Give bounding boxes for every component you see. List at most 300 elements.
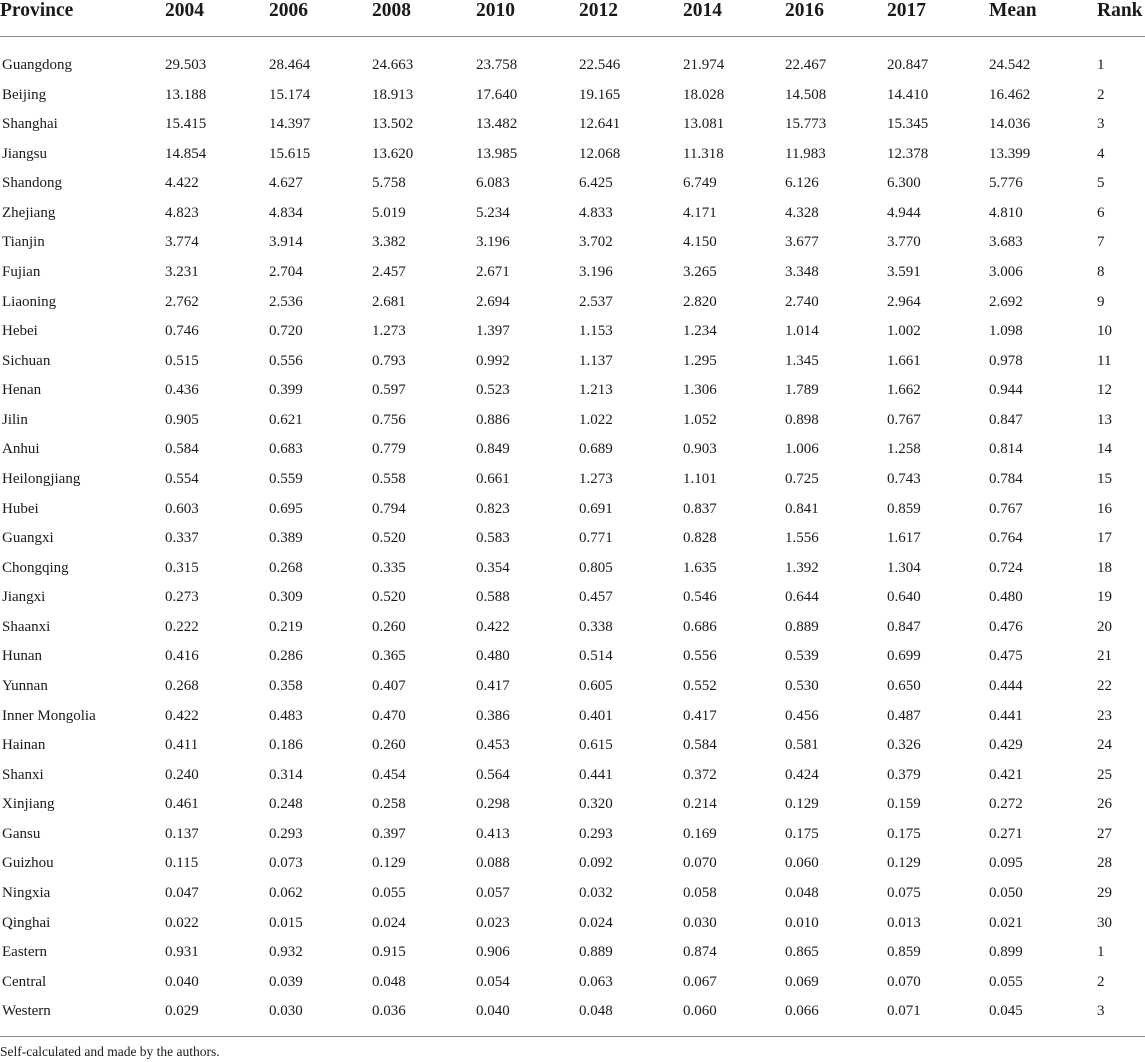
table-bottom-rule (0, 1036, 1145, 1037)
value-cell: 0.944 (989, 382, 1023, 399)
value-cell: 1.306 (683, 382, 717, 399)
table-row (0, 824, 1145, 854)
value-cell: 0.070 (683, 855, 717, 872)
value-cell: 0.584 (683, 737, 717, 754)
value-cell: 0.436 (165, 382, 199, 399)
value-cell: 2.694 (476, 293, 510, 310)
value-cell: 2.536 (269, 293, 303, 310)
column-header: Province (0, 0, 74, 21)
value-cell: 0.071 (887, 1003, 921, 1020)
value-cell: 13.502 (372, 116, 414, 133)
value-cell: 0.407 (372, 677, 406, 694)
value-cell: 1.662 (887, 382, 921, 399)
rank-cell: 3 (1097, 1003, 1105, 1020)
value-cell: 0.060 (785, 855, 819, 872)
value-cell: 0.023 (476, 914, 510, 931)
value-cell: 0.429 (989, 737, 1023, 754)
value-cell: 0.417 (476, 677, 510, 694)
value-cell: 0.699 (887, 648, 921, 665)
value-cell: 14.854 (165, 145, 207, 162)
value-cell: 0.214 (683, 796, 717, 813)
value-cell: 0.260 (372, 737, 406, 754)
value-cell: 0.487 (887, 707, 921, 724)
table-row (0, 676, 1145, 706)
table-row (0, 351, 1145, 381)
value-cell: 0.906 (476, 944, 510, 961)
province-cell: Jiangsu (2, 145, 47, 162)
table-row (0, 558, 1145, 588)
value-cell: 0.621 (269, 411, 303, 428)
value-cell: 0.767 (989, 500, 1023, 517)
value-cell: 0.030 (683, 914, 717, 931)
value-cell: 3.196 (579, 263, 613, 280)
value-cell: 20.847 (887, 57, 929, 73)
value-cell: 3.677 (785, 234, 819, 251)
value-cell: 2.762 (165, 293, 199, 310)
province-cell: Fujian (2, 263, 41, 280)
value-cell: 0.422 (476, 618, 510, 635)
value-cell: 0.552 (683, 677, 717, 694)
table-row (0, 1001, 1145, 1031)
value-cell: 1.002 (887, 323, 921, 340)
value-cell: 0.024 (579, 914, 613, 931)
value-cell: 0.793 (372, 352, 406, 369)
value-cell: 0.828 (683, 530, 717, 547)
value-cell: 2.457 (372, 263, 406, 280)
value-cell: 0.115 (165, 855, 199, 872)
value-cell: 0.483 (269, 707, 303, 724)
column-header: 2006 (269, 0, 308, 21)
value-cell: 14.508 (785, 86, 827, 103)
value-cell: 0.695 (269, 500, 303, 517)
value-cell: 0.010 (785, 914, 819, 931)
value-cell: 0.583 (476, 530, 510, 547)
rank-cell: 5 (1097, 175, 1105, 192)
value-cell: 0.095 (989, 855, 1023, 872)
value-cell: 0.021 (989, 914, 1023, 931)
value-cell: 0.514 (579, 648, 613, 665)
value-cell: 0.260 (372, 618, 406, 635)
value-cell: 0.015 (269, 914, 303, 931)
province-cell: Shaanxi (2, 618, 51, 635)
value-cell: 4.328 (785, 204, 819, 221)
value-cell: 0.268 (269, 559, 303, 576)
rank-cell: 19 (1097, 589, 1112, 606)
value-cell: 15.615 (269, 145, 311, 162)
province-cell: Liaoning (2, 293, 57, 310)
value-cell: 0.530 (785, 677, 819, 694)
value-cell: 13.985 (476, 145, 518, 162)
value-cell: 0.683 (269, 441, 303, 458)
value-cell: 0.379 (887, 766, 921, 783)
value-cell: 0.320 (579, 796, 613, 813)
province-cell: Jiangxi (2, 589, 46, 606)
value-cell: 4.823 (165, 204, 199, 221)
value-cell: 0.584 (165, 441, 199, 458)
column-header: Mean (989, 0, 1037, 21)
value-cell: 0.556 (269, 352, 303, 369)
value-cell: 2.671 (476, 263, 510, 280)
rank-cell: 7 (1097, 234, 1105, 251)
value-cell: 0.129 (887, 855, 921, 872)
value-cell: 0.048 (785, 884, 819, 901)
value-cell: 0.784 (989, 470, 1023, 487)
province-cell: Hebei (2, 323, 38, 340)
value-cell: 0.886 (476, 411, 510, 428)
rank-cell: 26 (1097, 796, 1112, 813)
value-cell: 1.022 (579, 411, 613, 428)
value-cell: 0.069 (785, 973, 819, 990)
value-cell: 0.889 (579, 944, 613, 961)
province-cell: Tianjin (2, 234, 45, 251)
province-cell: Eastern (2, 944, 47, 961)
value-cell: 0.823 (476, 500, 510, 517)
value-cell: 0.047 (165, 884, 199, 901)
table-row (0, 380, 1145, 410)
value-cell: 0.416 (165, 648, 199, 665)
value-cell: 0.865 (785, 944, 819, 961)
value-cell: 0.453 (476, 737, 510, 754)
value-cell: 6.126 (785, 175, 819, 192)
value-cell: 2.537 (579, 293, 613, 310)
value-cell: 0.794 (372, 500, 406, 517)
value-cell: 17.640 (476, 86, 518, 103)
value-cell: 0.045 (989, 1003, 1023, 1020)
province-cell: Anhui (2, 441, 40, 458)
value-cell: 0.515 (165, 352, 199, 369)
value-cell: 3.591 (887, 263, 921, 280)
province-cell: Zhejiang (2, 204, 56, 221)
value-cell: 4.422 (165, 175, 199, 192)
rank-cell: 21 (1097, 648, 1112, 665)
value-cell: 0.063 (579, 973, 613, 990)
table-row (0, 587, 1145, 617)
rank-cell: 2 (1097, 86, 1105, 103)
value-cell: 0.905 (165, 411, 199, 428)
province-cell: Shanghai (2, 116, 58, 133)
value-cell: 1.098 (989, 323, 1023, 340)
value-cell: 0.129 (372, 855, 406, 872)
table-row (0, 706, 1145, 736)
value-cell: 0.931 (165, 944, 199, 961)
value-cell: 5.776 (989, 175, 1023, 192)
value-cell: 0.040 (165, 973, 199, 990)
value-cell: 0.055 (989, 973, 1023, 990)
rank-cell: 27 (1097, 825, 1112, 842)
value-cell: 0.066 (785, 1003, 819, 1020)
value-cell: 3.774 (165, 234, 199, 251)
value-cell: 0.397 (372, 825, 406, 842)
value-cell: 0.036 (372, 1003, 406, 1020)
value-cell: 0.159 (887, 796, 921, 813)
rank-cell: 1 (1097, 944, 1105, 961)
table-row (0, 794, 1145, 824)
value-cell: 0.040 (476, 1003, 510, 1020)
value-cell: 0.314 (269, 766, 303, 783)
column-header: 2016 (785, 0, 824, 21)
value-cell: 0.413 (476, 825, 510, 842)
province-cell: Chongqing (2, 559, 69, 576)
rank-cell: 23 (1097, 707, 1112, 724)
province-cell: Henan (2, 382, 42, 399)
value-cell: 19.165 (579, 86, 621, 103)
table-row (0, 646, 1145, 676)
rank-cell: 30 (1097, 914, 1112, 931)
table-row (0, 528, 1145, 558)
value-cell: 1.304 (887, 559, 921, 576)
value-cell: 0.048 (579, 1003, 613, 1020)
value-cell: 1.137 (579, 352, 613, 369)
value-cell: 0.691 (579, 500, 613, 517)
value-cell: 0.338 (579, 618, 613, 635)
table-row (0, 55, 1145, 85)
value-cell: 0.764 (989, 530, 1023, 547)
rank-cell: 28 (1097, 855, 1112, 872)
value-cell: 4.834 (269, 204, 303, 221)
value-cell: 0.326 (887, 737, 921, 754)
value-cell: 0.743 (887, 470, 921, 487)
value-cell: 1.213 (579, 382, 613, 399)
value-cell: 0.859 (887, 944, 921, 961)
rank-cell: 10 (1097, 323, 1112, 340)
value-cell: 13.188 (165, 86, 207, 103)
table-row (0, 765, 1145, 795)
province-cell: Qinghai (2, 914, 51, 931)
table-row (0, 499, 1145, 529)
value-cell: 28.464 (269, 57, 311, 73)
table-footnote: Self-calculated and made by the authors. (0, 1044, 220, 1059)
value-cell: 0.029 (165, 1003, 199, 1020)
value-cell: 12.378 (887, 145, 929, 162)
value-cell: 0.219 (269, 618, 303, 635)
column-header: 2008 (372, 0, 411, 21)
value-cell: 0.169 (683, 825, 717, 842)
province-cell: Guangdong (2, 57, 72, 73)
value-cell: 0.724 (989, 559, 1023, 576)
province-cell: Central (2, 973, 47, 990)
value-cell: 2.740 (785, 293, 819, 310)
value-cell: 0.417 (683, 707, 717, 724)
value-cell: 0.062 (269, 884, 303, 901)
value-cell: 18.913 (372, 86, 414, 103)
value-cell: 0.644 (785, 589, 819, 606)
value-cell: 0.454 (372, 766, 406, 783)
value-cell: 6.083 (476, 175, 510, 192)
table-row (0, 735, 1145, 765)
table-row (0, 439, 1145, 469)
value-cell: 0.293 (269, 825, 303, 842)
value-cell: 5.758 (372, 175, 406, 192)
value-cell: 0.298 (476, 796, 510, 813)
value-cell: 4.150 (683, 234, 717, 251)
value-cell: 11.983 (785, 145, 826, 162)
value-cell: 0.315 (165, 559, 199, 576)
value-cell: 0.915 (372, 944, 406, 961)
value-cell: 1.617 (887, 530, 921, 547)
value-cell: 13.081 (683, 116, 725, 133)
province-cell: Hunan (2, 648, 42, 665)
rank-cell: 25 (1097, 766, 1112, 783)
value-cell: 0.554 (165, 470, 199, 487)
value-cell: 0.720 (269, 323, 303, 340)
table-row (0, 173, 1145, 203)
province-cell: Ningxia (2, 884, 51, 901)
rank-cell: 18 (1097, 559, 1112, 576)
value-cell: 0.814 (989, 441, 1023, 458)
value-cell: 0.539 (785, 648, 819, 665)
value-cell: 0.273 (165, 589, 199, 606)
value-cell: 0.581 (785, 737, 819, 754)
table-row (0, 203, 1145, 233)
column-header: 2010 (476, 0, 515, 21)
value-cell: 1.397 (476, 323, 510, 340)
value-cell: 1.392 (785, 559, 819, 576)
value-cell: 0.354 (476, 559, 510, 576)
rank-cell: 13 (1097, 411, 1112, 428)
value-cell: 0.048 (372, 973, 406, 990)
value-cell: 0.588 (476, 589, 510, 606)
value-cell: 1.006 (785, 441, 819, 458)
province-cell: Guangxi (2, 530, 54, 547)
value-cell: 0.054 (476, 973, 510, 990)
value-cell: 0.520 (372, 589, 406, 606)
value-cell: 0.075 (887, 884, 921, 901)
province-cell: Beijing (2, 86, 47, 103)
value-cell: 0.615 (579, 737, 613, 754)
value-cell: 13.399 (989, 145, 1031, 162)
value-cell: 0.060 (683, 1003, 717, 1020)
value-cell: 0.874 (683, 944, 717, 961)
table-row (0, 883, 1145, 913)
value-cell: 3.196 (476, 234, 510, 251)
value-cell: 3.914 (269, 234, 303, 251)
value-cell: 13.620 (372, 145, 414, 162)
value-cell: 0.058 (683, 884, 717, 901)
value-cell: 0.271 (989, 825, 1023, 842)
value-cell: 0.022 (165, 914, 199, 931)
value-cell: 0.837 (683, 500, 717, 517)
province-cell: Jilin (2, 411, 28, 428)
value-cell: 0.365 (372, 648, 406, 665)
value-cell: 1.295 (683, 352, 717, 369)
value-cell: 0.039 (269, 973, 303, 990)
province-cell: Inner Mongolia (2, 707, 96, 724)
value-cell: 0.480 (476, 648, 510, 665)
value-cell: 0.650 (887, 677, 921, 694)
value-cell: 0.399 (269, 382, 303, 399)
value-cell: 0.309 (269, 589, 303, 606)
value-cell: 0.597 (372, 382, 406, 399)
value-cell: 0.520 (372, 530, 406, 547)
value-cell: 2.820 (683, 293, 717, 310)
value-cell: 4.944 (887, 204, 921, 221)
rank-cell: 14 (1097, 441, 1112, 458)
value-cell: 3.702 (579, 234, 613, 251)
table-row (0, 262, 1145, 292)
rank-cell: 4 (1097, 145, 1105, 162)
value-cell: 2.704 (269, 263, 303, 280)
province-cell: Yunnan (2, 677, 48, 694)
value-cell: 4.810 (989, 204, 1023, 221)
value-cell: 0.903 (683, 441, 717, 458)
value-cell: 5.234 (476, 204, 510, 221)
value-cell: 0.661 (476, 470, 510, 487)
province-cell: Western (2, 1003, 51, 1020)
value-cell: 4.171 (683, 204, 717, 221)
value-cell: 29.503 (165, 57, 207, 73)
value-cell: 13.482 (476, 116, 518, 133)
column-header: 2017 (887, 0, 926, 21)
value-cell: 0.461 (165, 796, 199, 813)
value-cell: 14.397 (269, 116, 311, 133)
value-cell: 0.932 (269, 944, 303, 961)
table-row (0, 972, 1145, 1002)
rank-cell: 6 (1097, 204, 1105, 221)
province-cell: Hainan (2, 737, 46, 754)
value-cell: 0.546 (683, 589, 717, 606)
rank-cell: 17 (1097, 530, 1112, 547)
value-cell: 0.605 (579, 677, 613, 694)
rank-cell: 11 (1097, 352, 1112, 369)
table-row (0, 232, 1145, 262)
value-cell: 2.692 (989, 293, 1023, 310)
value-cell: 0.401 (579, 707, 613, 724)
value-cell: 12.068 (579, 145, 621, 162)
value-cell: 0.756 (372, 411, 406, 428)
province-cell: Xinjiang (2, 796, 55, 813)
value-cell: 0.805 (579, 559, 613, 576)
province-cell: Sichuan (2, 352, 51, 369)
value-cell: 0.421 (989, 766, 1023, 783)
value-cell: 3.265 (683, 263, 717, 280)
value-cell: 14.410 (887, 86, 929, 103)
province-cell: Shandong (2, 175, 62, 192)
value-cell: 0.475 (989, 648, 1023, 665)
value-cell: 6.300 (887, 175, 921, 192)
value-cell: 1.345 (785, 352, 819, 369)
value-cell: 3.006 (989, 263, 1023, 280)
value-cell: 14.036 (989, 116, 1031, 133)
value-cell: 0.389 (269, 530, 303, 547)
table-row (0, 853, 1145, 883)
rank-cell: 3 (1097, 116, 1105, 133)
value-cell: 0.559 (269, 470, 303, 487)
value-cell: 0.779 (372, 441, 406, 458)
province-cell: Hubei (2, 500, 39, 517)
value-cell: 3.770 (887, 234, 921, 251)
value-cell: 0.032 (579, 884, 613, 901)
table-row (0, 292, 1145, 322)
value-cell: 0.030 (269, 1003, 303, 1020)
value-cell: 0.186 (269, 737, 303, 754)
value-cell: 6.425 (579, 175, 613, 192)
value-cell: 0.603 (165, 500, 199, 517)
rank-cell: 29 (1097, 884, 1112, 901)
value-cell: 0.372 (683, 766, 717, 783)
value-cell: 0.847 (887, 618, 921, 635)
value-cell: 0.746 (165, 323, 199, 340)
value-cell: 0.859 (887, 500, 921, 517)
table-header-row (0, 0, 1145, 37)
rank-cell: 22 (1097, 677, 1112, 694)
value-cell: 0.088 (476, 855, 510, 872)
value-cell: 0.358 (269, 677, 303, 694)
value-cell: 0.556 (683, 648, 717, 665)
value-cell: 0.013 (887, 914, 921, 931)
value-cell: 15.174 (269, 86, 311, 103)
value-cell: 1.789 (785, 382, 819, 399)
value-cell: 3.231 (165, 263, 199, 280)
